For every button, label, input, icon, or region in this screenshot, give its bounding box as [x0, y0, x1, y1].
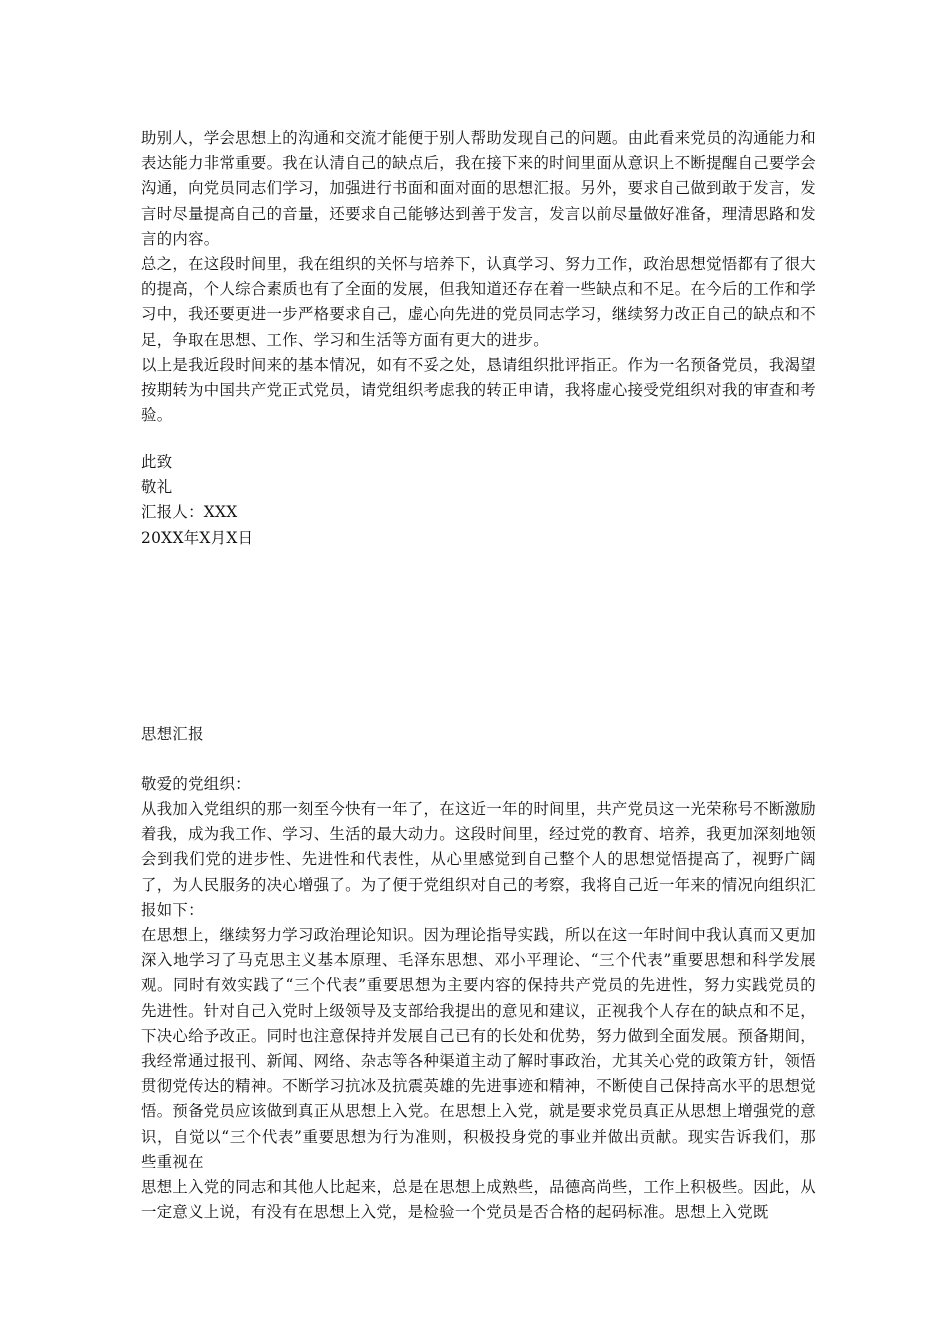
paragraph-summary: 总之，在这段时间里，我在组织的关怀与培养下，认真学习、努力工作，政治思想觉悟都有了很大的提高，个人综合素质也有了全面的发展，但我知道还存在着一些缺点和不足。在今后的工作和学习中，我还要更进一步严格要求自己，虚心向先进的党员同志学习，继续努力改正自己的缺点和不足，争取在思想、工作、学习和生活等方面有更大的进步。: [141, 255, 816, 349]
report-date: 20XX年X月X日: [141, 528, 254, 547]
closing-line-jingli: 敬礼: [141, 478, 173, 497]
previous-report-continuation: [141, 126, 816, 428]
paragraph-ideology-continued: 思想上入党的同志和其他人比起来，总是在思想上成熟些，品德高尚些，工作上积极些。因此，从一定意义上说，有没有在思想上入党，是检验一个党员是否合格的起码标准。思想上入党既: [141, 1178, 816, 1222]
paragraph-conclusion: 以上是我近段时间来的基本情况，如有不妥之处，恳请组织批评指正。作为一名预备党员，我渴望按期转为中国共产党正式党员，请党组织考虑我的转正申请，我将虚心接受党组织对我的审查和考验。: [141, 355, 816, 425]
paragraph-communication: 助别人，学会思想上的沟通和交流才能便于别人帮助发现自己的问题。由此看来党员的沟通能力和表达能力非常重要。我在认清自己的缺点后，我在接下来的时间里面从意识上不断提醒自己要学会沟通，向党员同志们学习，加强进行书面和面对面的思想汇报。另外，要求自己做到敢于发言，发言时尽量提高自己的音量，还要求自己能够达到善于发言，发言以前尽量做好准备，理清思路和发言的内容。: [141, 129, 816, 248]
paragraph-intro: 从我加入党组织的那一刻至今快有一年了，在这近一年的时间里，共产党员这一光荣称号不断激励着我，成为我工作、学习、生活的最大动力。这段时间里，经过党的教育、培养，我更加深刻地领会到我们党的进步性、先进性和代表性，从心里感觉到自己整个人的思想觉悟提高了，视野广阔了，为人民服务的决心增强了。为了便于党组织对自己的考察，我将自己近一年来的情况向组织汇报如下：: [141, 800, 816, 919]
reporter-name: 汇报人：XXX: [141, 503, 238, 522]
report-title: 思想汇报: [141, 725, 204, 743]
salutation: 敬爱的党组织：: [141, 775, 251, 793]
closing-line-cizhi: 此致: [141, 453, 173, 471]
closing-signature: [141, 450, 816, 551]
report-body: [141, 797, 816, 1225]
paragraph-ideology: 在思想上，继续努力学习政治理论知识。因为理论指导实践，所以在这一年时间中我认真而又更加深入地学习了马克思主义基本原理、毛泽东思想、邓小平理论、“三个代表”重要思想和科学发展观。同时有效实践了“三个代表”重要思想为主要内容的保持共产党员的先进性，努力实践党员的先进性。针对自己入党时上级领导及支部给我提出的意见和建议，正视我个人存在的缺点和不足，下决心给予改正。同时也注意保持并发展自己已有的长处和优势，努力做到全面发展。预备期间，我经常通过报刊、新闻、网络、杂志等各种渠道主动了解时事政治，尤其关心党的政策方针，领悟贯彻党传达的精神。不断学习抗冰及抗震英雄的先进事迹和精神，不断使自己保持高水平的思想觉悟。预备党员应该做到真正从思想上入党。在思想上入党，就是要求党员真正从思想上增强党的意识，自觉以“三个代表”重要思想为行为准则，积极投身党的事业并做出贡献。现实告诉我们，那些重视在: [141, 926, 816, 1171]
